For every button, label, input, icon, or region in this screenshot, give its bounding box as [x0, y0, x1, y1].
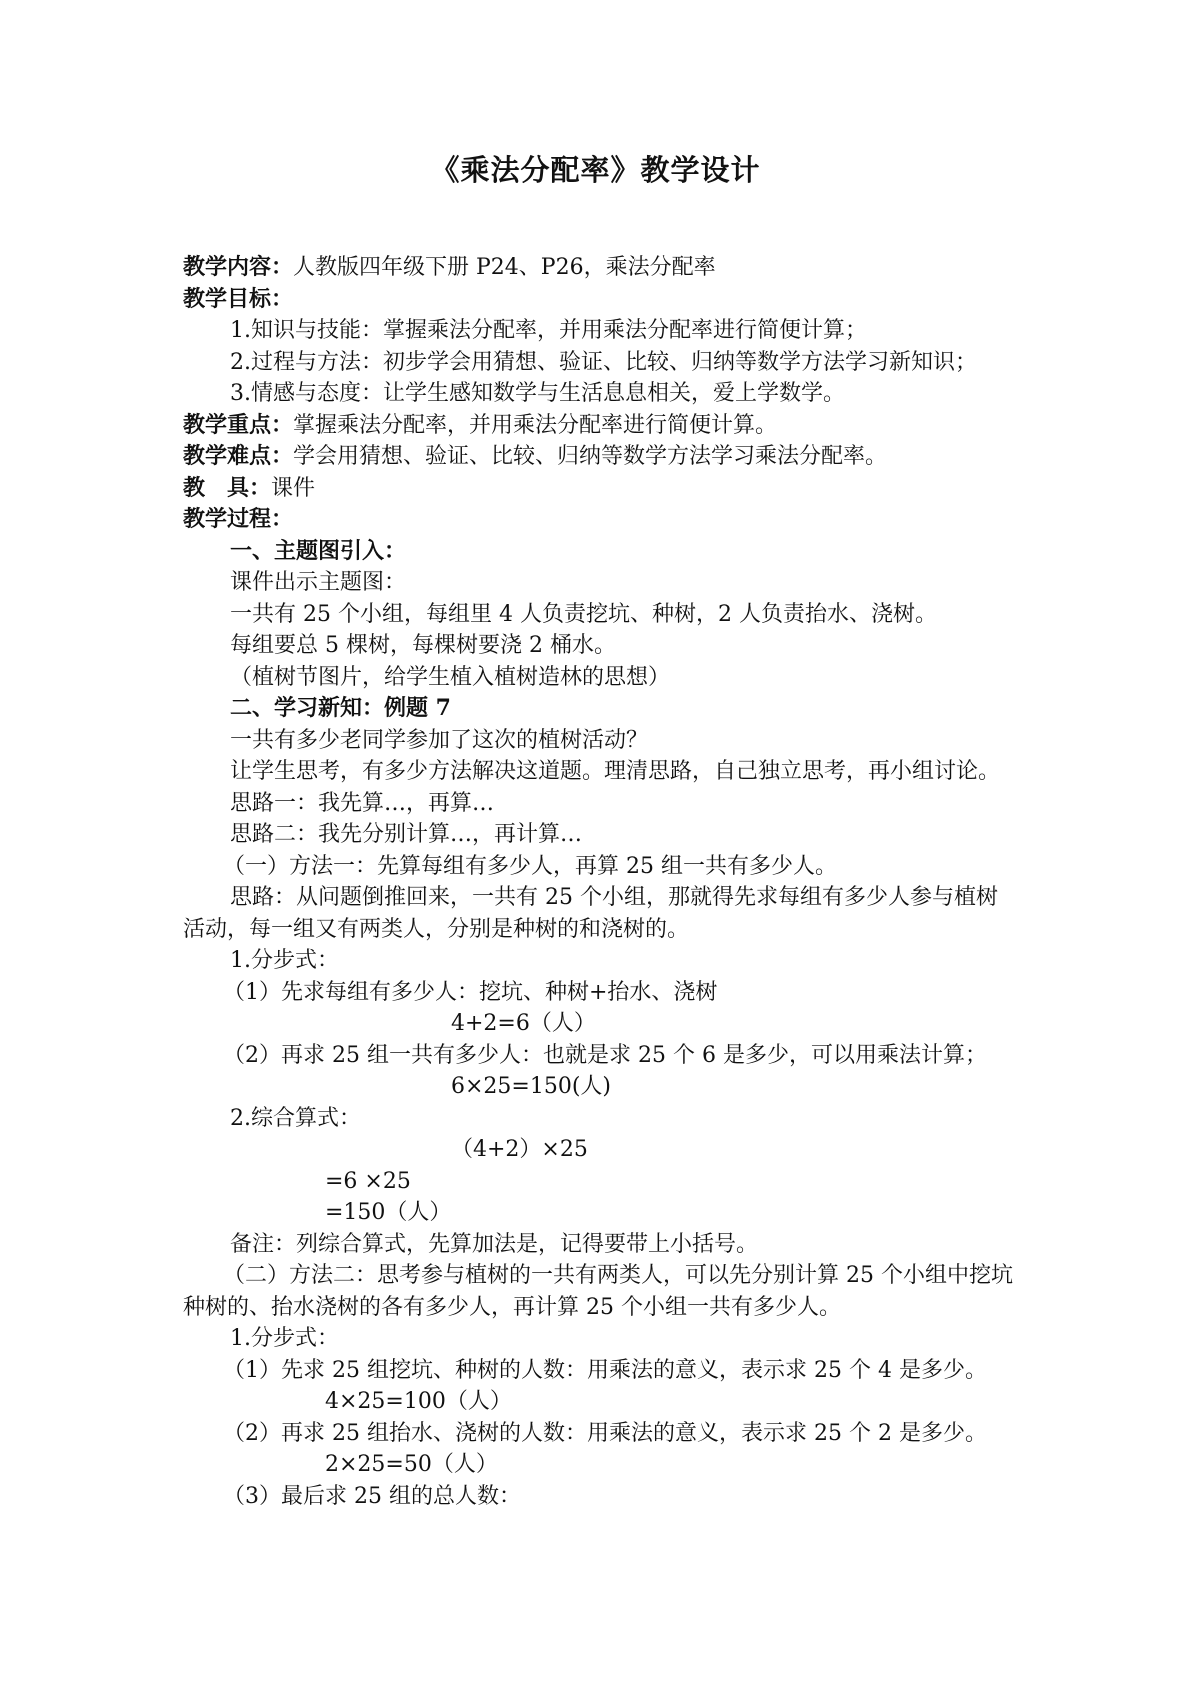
teaching-tools-label: 教 具： — [183, 474, 272, 501]
teaching-key-label: 教学重点： — [183, 411, 294, 438]
teaching-difficulty-label: 教学难点： — [183, 443, 294, 469]
section1-line: 每组要总 5 棵树，每棵树要浇 2 桶水。 — [230, 633, 616, 658]
method-one-note: 备注：列综合算式，先算加法是，记得要带上小括号。 — [230, 1231, 759, 1257]
method-two-step1: （1）先求 25 组挖坑、种树的人数：用乘法的意义，表示求 25 个 4 是多少。 — [223, 1357, 987, 1383]
method-one-step2-formula: 6×25=150(人) — [451, 1074, 612, 1099]
teaching-content-line — [183, 252, 1013, 284]
teaching-content-text: 人教版四年级下册 P24、P26，乘法分配率 — [293, 255, 716, 280]
method-two-step-label: 1.分步式： — [230, 1326, 339, 1351]
teaching-key-line — [183, 410, 1013, 442]
teaching-difficulty-line — [183, 441, 1013, 473]
section1-line: （植树节图片，给学生植入植树造林的思想） — [230, 664, 671, 690]
combined-formula: （4+2）×25 — [451, 1137, 588, 1162]
teaching-tools-text: 课件 — [271, 475, 316, 501]
method-one-step1: （1）先求每组有多少人：挖坑、种树+抬水、浇树 — [223, 979, 718, 1005]
method-one-title: （一）方法一：先算每组有多少人，再算 25 组一共有多少人。 — [223, 853, 837, 879]
teaching-difficulty-text: 学会用猜想、验证、比较、归纳等数学方法学习乘法分配率。 — [293, 444, 888, 469]
teaching-tools-line — [183, 473, 1013, 505]
combined-formula-step: =6 ×25 — [325, 1168, 411, 1194]
idea-two: 思路二：我先分别计算…，再计算… — [230, 822, 583, 847]
section1-heading: 一、主题图引入： — [230, 537, 407, 564]
goal-item: 3.情感与态度：让学生感知数学与生活息息相关，爱上学数学。 — [230, 381, 845, 406]
teaching-content-label: 教学内容： — [183, 254, 294, 280]
method-one-step2: （2）再求 25 组一共有多少人：也就是求 25 个 6 是多少，可以用乘法计算； — [223, 1042, 987, 1068]
combined-formula-result: =150（人） — [325, 1200, 452, 1225]
document-body — [183, 252, 1013, 1512]
teaching-key-text: 掌握乘法分配率，并用乘法分配率进行简便计算。 — [293, 412, 778, 438]
method-one-step1-formula: 4+2=6（人） — [451, 1011, 596, 1036]
think-paragraph: 让学生思考，有多少方法解决这道题。理清思路，自己独立思考，再小组讨论。 — [230, 759, 1001, 784]
method-two-step2-formula: 2×25=50（人） — [325, 1452, 498, 1477]
method-one-idea: 思路：从问题倒推回来，一共有 25 个小组，那就得先求每组有多少人参与植树活动，每一组又有两类人，分别是种树的和浇树的。 — [183, 885, 998, 942]
method-two-step1-formula: 4×25=100（人） — [325, 1389, 512, 1414]
document-title: 《乘法分配率》教学设计 — [430, 153, 761, 187]
teaching-goals-label: 教学目标： — [183, 285, 294, 312]
goal-item: 1.知识与技能：掌握乘法分配率，并用乘法分配率进行简便计算； — [230, 318, 867, 343]
goal-item: 2.过程与方法：初步学会用猜想、验证、比较、归纳等数学方法学习新知识； — [230, 349, 977, 375]
method-two-step3: （3）最后求 25 组的总人数： — [223, 1483, 521, 1509]
method-one-step-label: 1.分步式： — [230, 948, 339, 973]
method-two-step2: （2）再求 25 组抬水、浇树的人数：用乘法的意义，表示求 25 个 2 是多少。 — [223, 1420, 987, 1446]
teaching-process-label: 教学过程： — [183, 506, 294, 532]
section2-heading: 二、学习新知：例题 7 — [230, 695, 451, 721]
idea-one: 思路一：我先算…，再算… — [230, 790, 495, 816]
method-two-title: （二）方法二：思考参与植树的一共有两类人，可以先分别计算 25 个小组中挖坑种树的、抬水浇树的各有多少人，再计算 25 个小组一共有多少人。 — [183, 1263, 1013, 1320]
method-one-combined-label: 2.综合算式： — [230, 1105, 361, 1131]
section1-line: 课件出示主题图： — [230, 570, 407, 595]
example-question: 一共有多少老同学参加了这次的植树活动？ — [230, 727, 649, 753]
section1-line: 一共有 25 个小组，每组里 4 人负责挖坑、种树，2 人负责抬水、浇树。 — [230, 601, 937, 627]
